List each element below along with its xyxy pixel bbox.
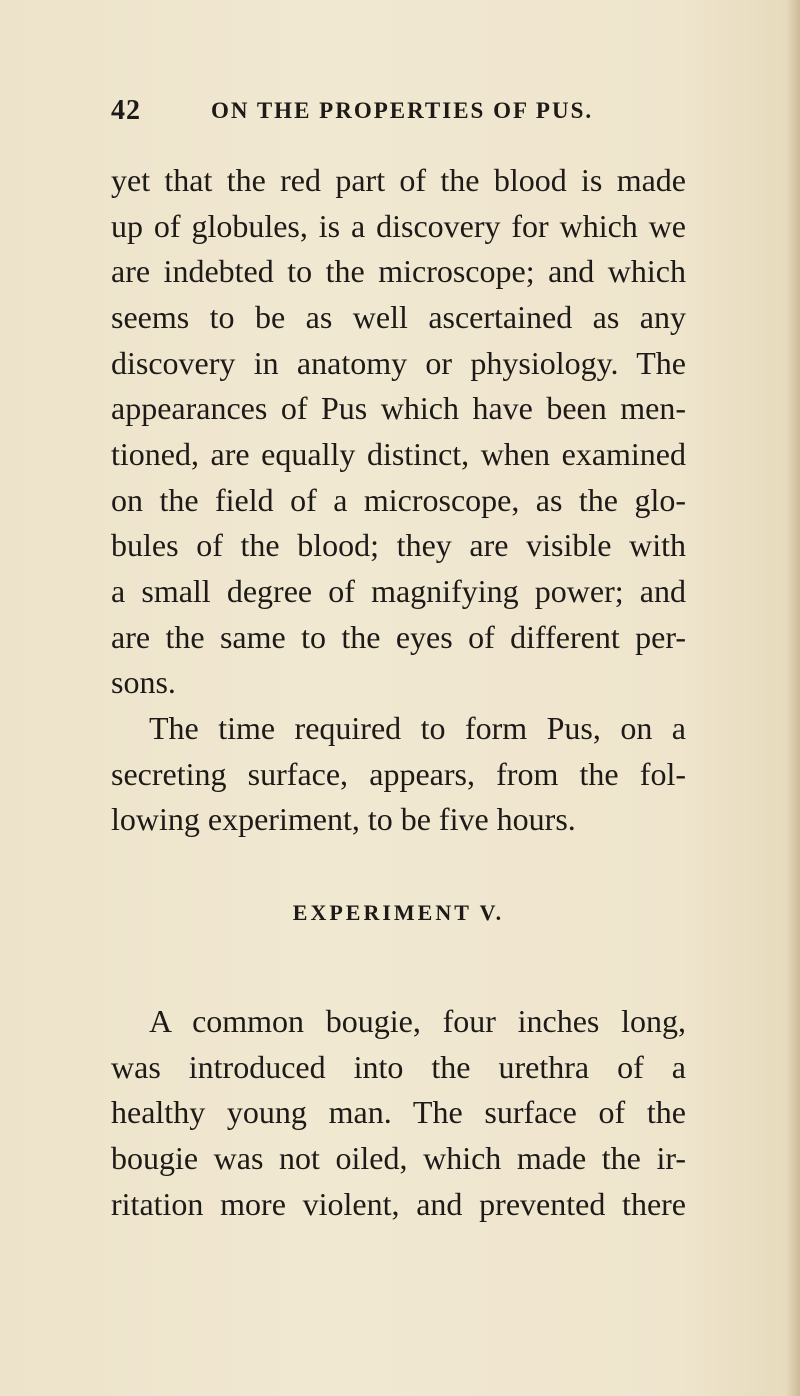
text-line: ritation more violent, and prevented there xyxy=(111,1186,686,1222)
text-line: appearances of Pus which have been men- xyxy=(111,390,686,426)
text-line: are the same to the eyes of different per- xyxy=(111,619,686,655)
text-line: secreting surface, appears, from the fol- xyxy=(111,756,686,792)
text-line: bules of the blood; they are visible with xyxy=(111,527,686,563)
page-number: 42 xyxy=(111,95,141,126)
text-line: on the field of a microscope, as the glo- xyxy=(111,482,686,518)
text-line: yet that the red part of the blood is made xyxy=(111,162,686,198)
text-line: The time required to form Pus, on a xyxy=(149,710,686,746)
text-line: A common bougie, four inches long, xyxy=(149,1003,686,1039)
running-header xyxy=(111,95,611,135)
text-line: bougie was not oiled, which made the ir- xyxy=(111,1140,686,1176)
page-edge-shadow xyxy=(786,0,800,1396)
text-line: sons. xyxy=(111,664,176,700)
text-line: tioned, are equally distinct, when examined xyxy=(111,436,686,472)
text-line: up of globules, is a discovery for which we xyxy=(111,208,686,244)
text-line: are indebted to the microscope; and which xyxy=(111,253,686,289)
text-line: healthy young man. The surface of the xyxy=(111,1094,686,1130)
text-line: was introduced into the urethra of a xyxy=(111,1049,686,1085)
text-line: seems to be as well ascertained as any xyxy=(111,299,686,335)
running-title: ON THE PROPERTIES OF PUS. xyxy=(211,98,594,123)
text-line: discovery in anatomy or physiology. The xyxy=(111,345,686,381)
experiment-heading: EXPERIMENT V. xyxy=(292,900,505,925)
text-line: a small degree of magnifying power; and xyxy=(111,573,686,609)
text-line: lowing experiment, to be five hours. xyxy=(111,801,576,837)
